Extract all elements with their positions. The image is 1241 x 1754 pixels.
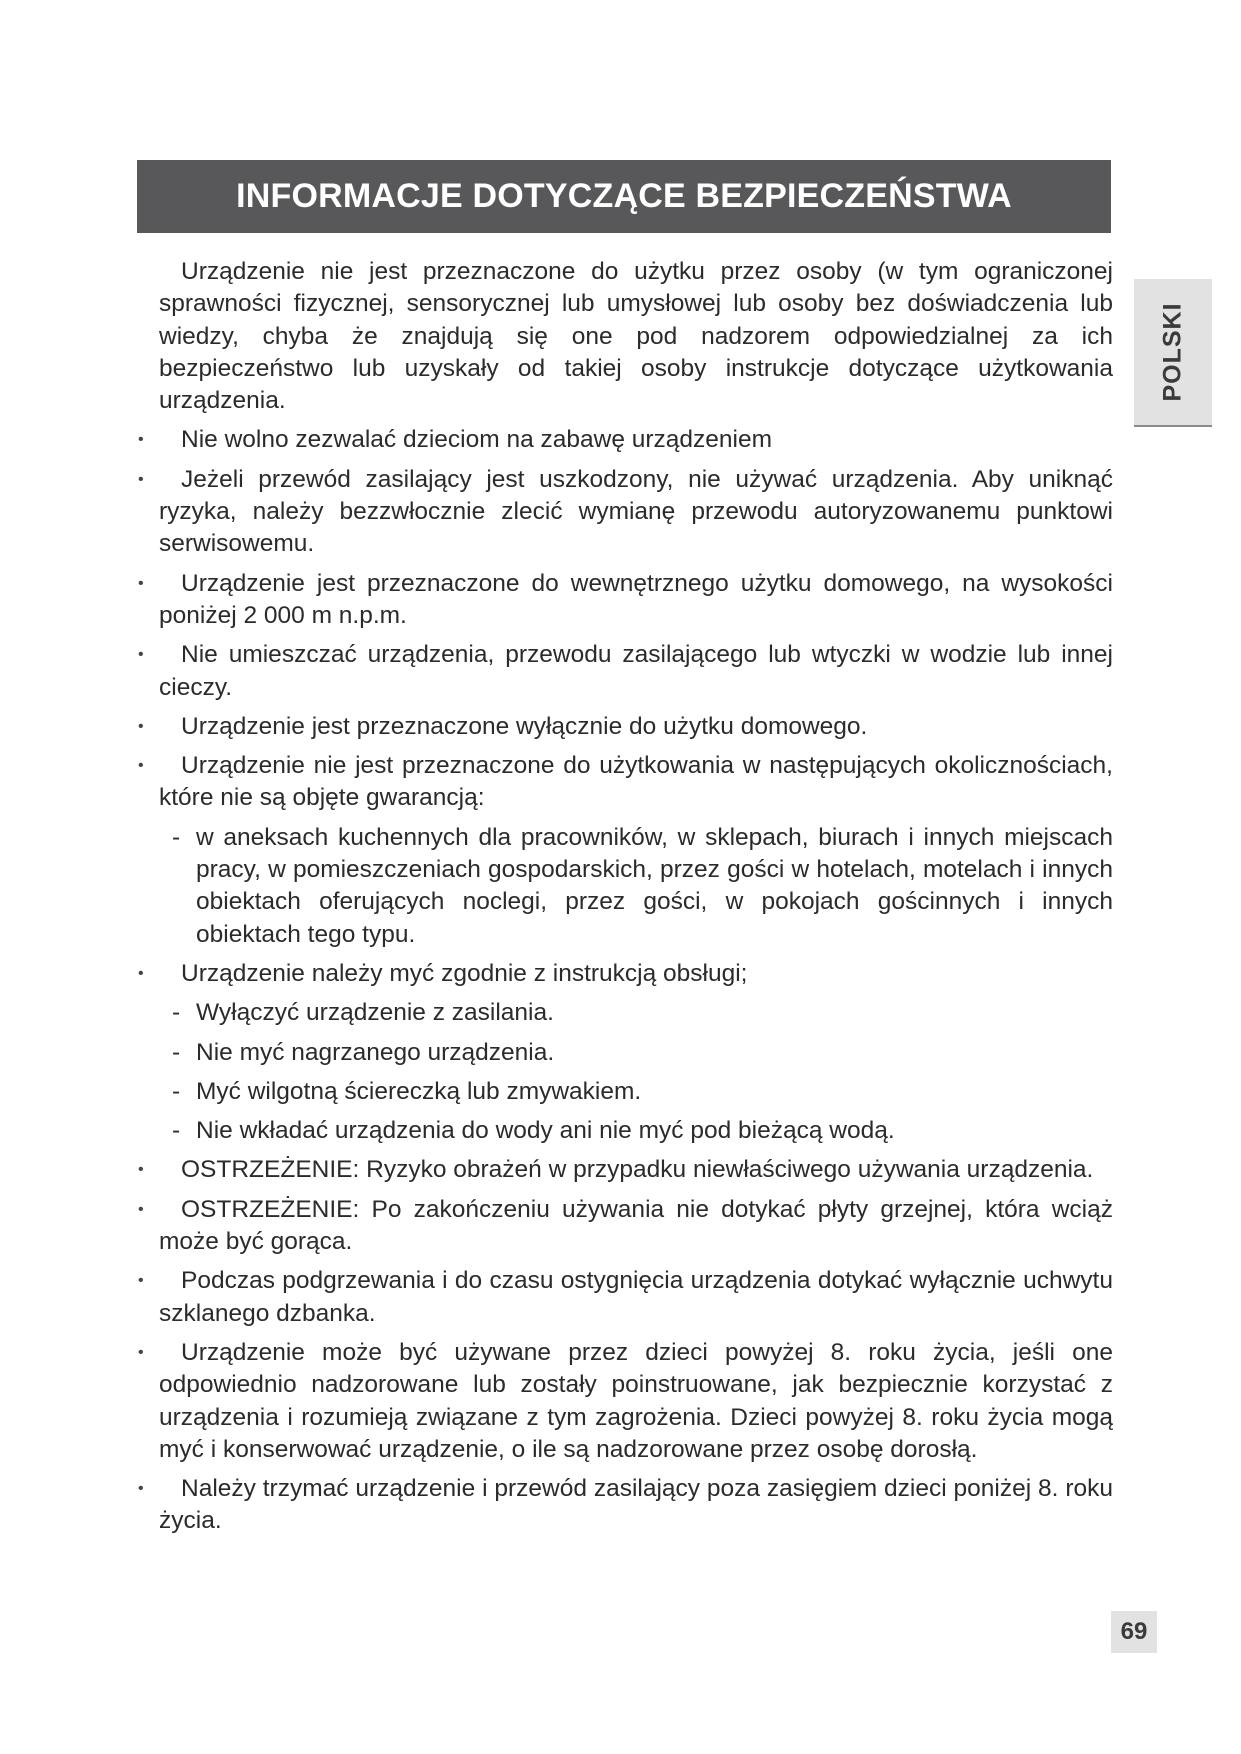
language-tab — [1134, 279, 1212, 427]
item-text: Należy trzymać urządzenie i przewód zasilający poza zasięgiem dzieci poniżej 8. roku życia. — [159, 1475, 1113, 1535]
sub-list-item — [138, 1115, 1113, 1147]
dash-icon: - — [172, 999, 181, 1027]
list-item — [138, 639, 1113, 704]
list-item — [138, 464, 1113, 561]
list-item — [138, 424, 1113, 456]
dash-icon: - — [172, 1117, 181, 1145]
item-text: Jeżeli przewód zasilający jest uszkodzony, nie używać urządzenia. Aby uniknąć ryzyka, należy bezzwłocznie zlecić wymianę przewodu autoryzowanemu punktowi serwisowemu. — [159, 465, 1113, 558]
bullet-icon: • — [138, 1480, 144, 1498]
item-text: Nie umieszczać urządzenia, przewodu zasilającego lub wtyczki w wodzie lub innej cieczy. — [159, 641, 1113, 701]
list-item — [138, 1337, 1113, 1466]
item-text: Urządzenie nie jest przeznaczone do użytku przez osoby (w tym ograniczonej sprawności fizycznej, sensorycznej lub umysłowej lub osoby bez doświadczenia lub wiedzy, chyba że znajdują się one pod nadzorem odpowiedzialnej za ich bezpieczeństwo lub uzyskały od takiej osoby instrukcje dotyczące użytkowania urządzenia. — [159, 258, 1113, 415]
list-item — [138, 1473, 1113, 1538]
sub-item-text: Wyłączyć urządzenie z zasilania. — [196, 999, 554, 1027]
sub-list-item — [138, 997, 1113, 1029]
section-header — [137, 160, 1111, 233]
bullet-icon: • — [138, 646, 144, 664]
bullet-icon: • — [138, 717, 144, 735]
sub-list-item — [138, 1076, 1113, 1108]
sub-list-item — [138, 1037, 1113, 1069]
sub-item-text: Nie myć nagrzanego urządzenia. — [196, 1038, 555, 1066]
page-number-text: 69 — [1120, 1618, 1148, 1645]
sub-item-text: Myć wilgotną ściereczką lub zmywakiem. — [196, 1077, 642, 1105]
item-text: Urządzenie nie jest przeznaczone do użytkowania w następujących okolicznościach, które nie są objęte gwarancją: — [159, 752, 1113, 812]
item-text: Urządzenie może być używane przez dzieci powyżej 8. roku życia, jeśli one odpowiednio nadzorowane lub zostały poinstruowane, jak bezpiecznie korzystać z urządzenia i rozumieją związane z tym zagrożenia. Dzieci powyżej 8. roku życia mogą myć i konserwować urządzenie, o ile są nadzorowane przez osobę dorosłą. — [159, 1338, 1113, 1463]
page-number — [1111, 1611, 1157, 1653]
item-text: Podczas podgrzewania i do czasu ostygnięcia urządzenia dotykać wyłącznie uchwytu szklanego dzbanka. — [159, 1267, 1113, 1327]
bullet-icon: • — [138, 574, 144, 592]
list-item — [138, 711, 1113, 743]
sub-item-text: Nie wkładać urządzenia do wody ani nie myć pod bieżącą wodą. — [196, 1117, 895, 1145]
bullet-icon: • — [138, 757, 144, 775]
bullet-icon: • — [138, 1343, 144, 1361]
item-text: Nie wolno zezwalać dzieciom na zabawę urządzeniem — [181, 426, 773, 454]
bullet-icon: • — [138, 1200, 144, 1218]
item-text: OSTRZEŻENIE: Po zakończeniu używania nie dotykać płyty grzejnej, która wciąż może być gorąca. — [159, 1195, 1113, 1256]
item-text: Urządzenie jest przeznaczone do wewnętrznego użytku domowego, na wysokości poniżej 2 000 m n.p.m. — [159, 569, 1113, 629]
sub-list-item — [138, 822, 1113, 951]
list-item — [138, 1265, 1113, 1330]
sub-item-text: w aneksach kuchennych dla pracowników, w sklepach, biurach i innych miejscach pracy, w pomieszczeniach gospodarskich, przez gości w hotelach, motelach i innych obiektach oferujących noclegi, przez gości, w pokojach gościnnych i innych obiektach tego typu. — [196, 823, 1113, 948]
item-text: Urządzenie należy myć zgodnie z instrukcją obsługi; — [181, 959, 748, 987]
list-item — [138, 750, 1113, 815]
bullet-icon: • — [138, 470, 144, 488]
section-title: INFORMACJE DOTYCZĄCE BEZPIECZEŃSTWA — [236, 177, 1012, 215]
list-item — [138, 568, 1113, 633]
language-label: POLSKI — [1158, 302, 1187, 402]
safety-instructions — [138, 256, 1113, 1545]
item-text: Urządzenie jest przeznaczone wyłącznie do użytku domowego. — [181, 712, 868, 740]
bullet-icon: • — [138, 1272, 144, 1290]
bullet-icon: • — [138, 431, 144, 449]
bullet-icon: • — [138, 964, 144, 982]
dash-icon: - — [172, 823, 181, 851]
bullet-icon: • — [138, 1161, 144, 1179]
list-item — [138, 1194, 1113, 1259]
dash-icon: - — [172, 1077, 181, 1105]
list-item — [138, 1154, 1113, 1186]
dash-icon: - — [172, 1038, 181, 1066]
item-text: OSTRZEŻENIE: Ryzyko obrażeń w przypadku niewłaściwego używania urządzenia. — [181, 1156, 1094, 1184]
list-item — [138, 256, 1113, 417]
list-item — [138, 958, 1113, 990]
